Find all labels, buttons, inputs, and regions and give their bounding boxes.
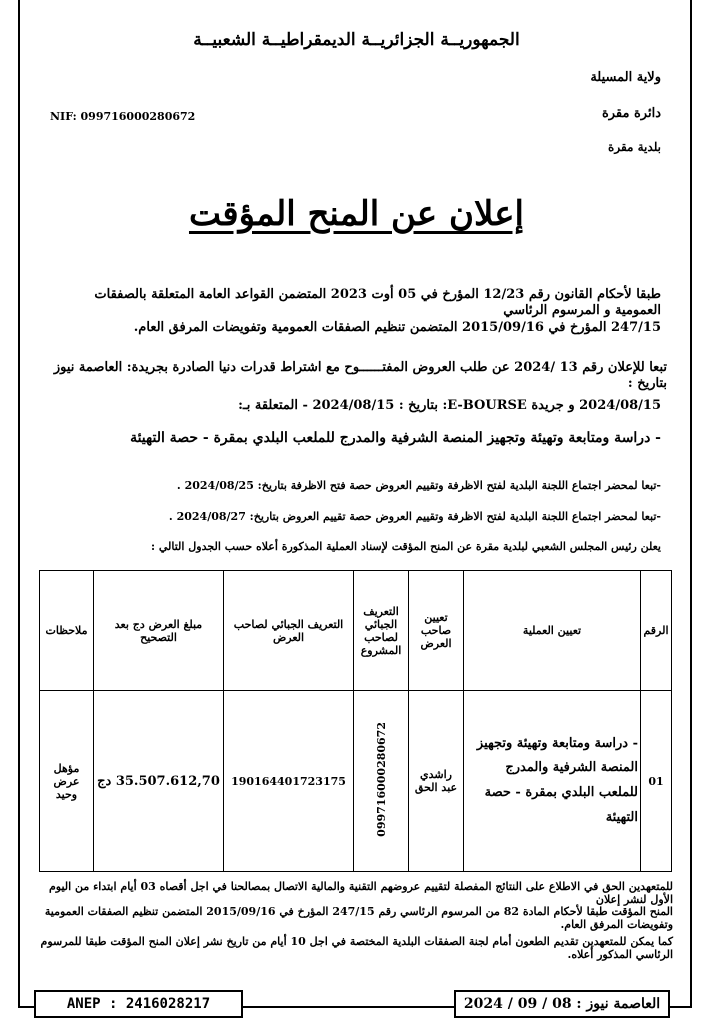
header-bidder: تعيين صاحب العرض xyxy=(409,571,464,691)
award-table xyxy=(39,570,672,872)
announcement-intro: يعلن رئيس المجلس الشعبي لبلدية مقرة عن المنح المؤقت لإسناد العملية المذكورة أعلاه حسب الجدول التالي : xyxy=(150,540,661,553)
table-header-row xyxy=(40,571,672,691)
appeal-notice-line-1: للمتعهدين الحق في الاطلاع على النتائج المفصلة لتقييم عروضهم التقنية والمالية الاتصال بمصالحنا في اجل أقصاه 03 أيام ابتداء من اليوم الأول لنشر إعلان xyxy=(48,880,673,907)
cell-bidder-tax-id: 190164401723175 xyxy=(224,691,354,872)
tender-reference-line-1: تبعا للإعلان رقم 13 /2024 عن طلب العروض المفتــــــوح مع اشتراط قدرات دنيا الصادرة بجريدة: العاصمة نيوز بتاريخ : xyxy=(53,360,667,391)
cell-notes: مؤهل عرض وحيد xyxy=(40,691,94,872)
appeal-notice-line-2: المنح المؤقت طبقا لأحكام المادة 82 من المرسوم الرئاسي رقم 247/15 المؤرخ في 2015/09/16 المتضمن تنظيم الصفقات العمومية وتفويضات المرفق العام. xyxy=(44,905,673,932)
page-border-left xyxy=(18,0,20,1008)
header-number: الرقم xyxy=(641,571,672,691)
amount-text: 35.507.612,70 دج xyxy=(97,773,220,789)
cell-amount xyxy=(94,691,224,872)
legal-basis-line-2: 247/15 المؤرخ في 2015/09/16 المتضمن تنظيم الصفقات العمومية وتفويضات المرفق العام. xyxy=(133,320,661,335)
page-border-right xyxy=(690,0,692,1008)
cell-operation: - دراسة ومتابعة وتهيئة وتجهيز المنصة الشرفية والمدرج للملعب البلدي بمقرة - حصة التهيئة xyxy=(464,691,641,872)
header-bidder-tax-id: التعريف الجبائي لصاحب العرض xyxy=(224,571,354,691)
tender-reference-line-2: 2024/08/15 و جريدة E-BOURSE: بتاريخ : 2024/08/15 - المتعلقة بـ: xyxy=(238,398,661,413)
header-operation: تعيين العملية xyxy=(464,571,641,691)
cell-owner-tax-id xyxy=(354,691,409,872)
wilaya-label: ولاية المسيلة xyxy=(590,70,661,85)
opening-minutes-line: -تبعا لمحضر اجتماع اللجنة البلدية لفتح الاظرفة وتقييم العروض حصة فتح الاظرفة بتاريخ: 2024/08/25 . xyxy=(176,479,661,492)
daira-label: دائرة مقرة xyxy=(601,106,661,121)
cell-number: 01 xyxy=(641,691,672,872)
header-owner-tax-id: التعريف الجبائي لصاحب المشروع xyxy=(354,571,409,691)
newspaper-reference: العاصمة نيوز : 08 / 09 / 2024 xyxy=(454,990,670,1018)
cell-bidder: راشدي عبد الحق xyxy=(409,691,464,872)
commune-label: بلدية مقرة xyxy=(608,140,661,154)
document-title: إعلان عن المنح المؤقت xyxy=(188,194,524,234)
appeal-notice-line-3: كما يمكن للمتعهدين تقديم الطعون أمام لجنة الصفقات البلدية المختصة في اجل 10 أيام من تاريخ نشر إعلان المنح المؤقت طبقا للمرسوم الرئاسي المذكور أعلاه. xyxy=(40,935,673,962)
owner-tax-id-text: 099716000280672 xyxy=(374,722,388,837)
legal-basis-line-1: طبقا لأحكام القانون رقم 12/23 المؤرخ في 05 أوت 2023 المتضمن القواعد العامة المتعلقة بالصفقات العمومية و المرسوم الرئاسي xyxy=(94,287,661,318)
anep-reference: ANEP : 2416028217 xyxy=(34,990,243,1018)
header-notes: ملاحظات xyxy=(40,571,94,691)
header-amount: مبلغ العرض دج بعد التصحيح xyxy=(94,571,224,691)
republic-heading: الجمهوريــة الجزائريــة الديمقراطيــة الشعبيــة xyxy=(193,30,520,50)
nif-number: NIF: 099716000280672 xyxy=(50,110,196,123)
evaluation-minutes-line: -تبعا لمحضر اجتماع اللجنة البلدية لفتح الاظرفة وتقييم العروض حصة تقييم العروض بتاريخ: 2024/08/27 . xyxy=(168,510,661,523)
project-description: - دراسة ومتابعة وتهيئة وتجهيز المنصة الشرفية والمدرج للملعب البلدي بمقرة - حصة التهيئة xyxy=(130,430,661,446)
table-row xyxy=(40,691,672,872)
